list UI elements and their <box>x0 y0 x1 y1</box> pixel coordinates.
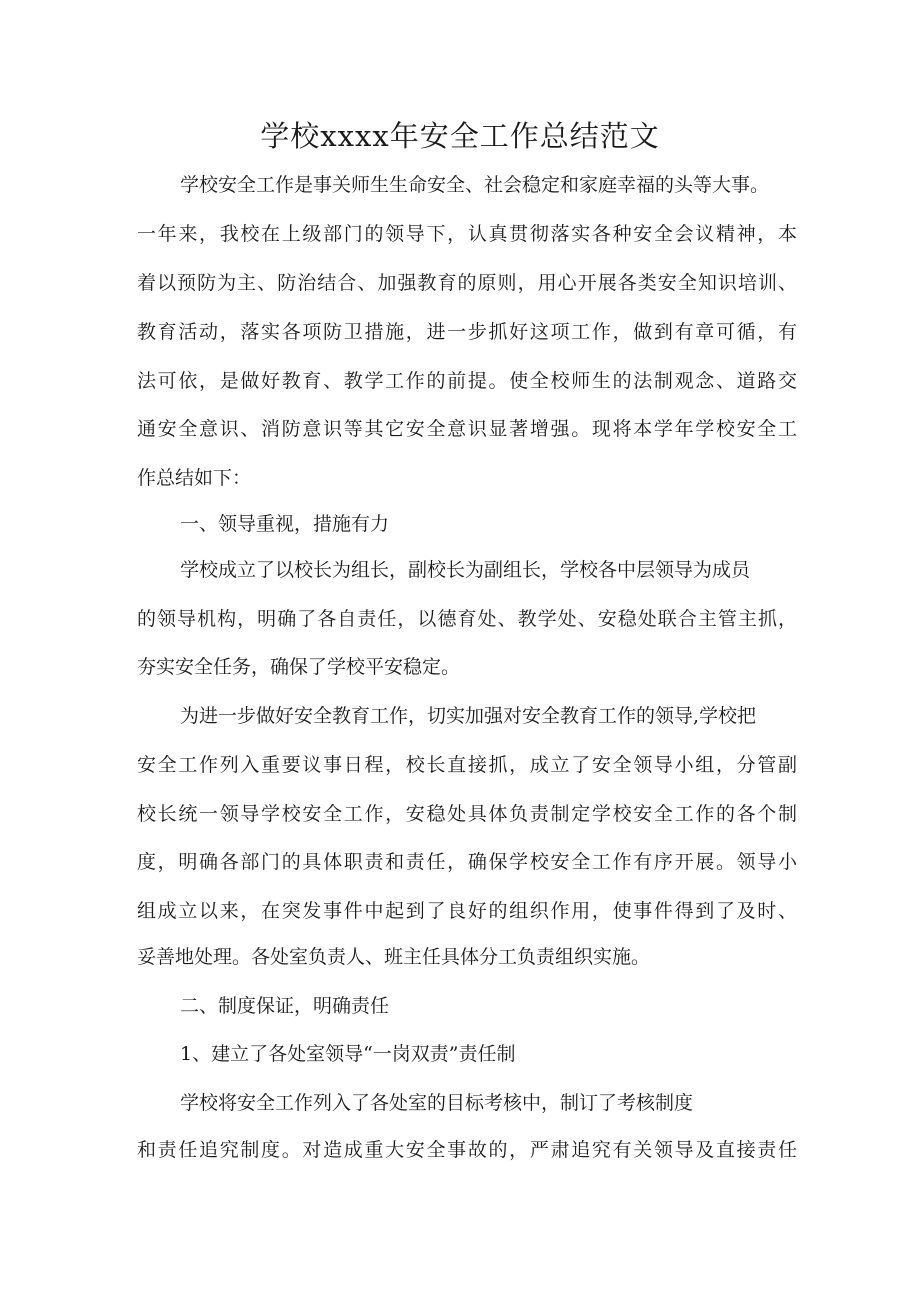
subsection-heading: 1、建立了各处室领导“一岗双责”责任制 <box>180 1043 516 1065</box>
paragraph-line: 法可依，是做好教育、教学工作的前提。使全校师生的法制观念、道路交 <box>137 370 797 392</box>
paragraph-line: 教育活动，落实各项防卫措施，进一步抓好这项工作，做到有章可循，有 <box>137 321 797 343</box>
paragraph-line: 组成立以来，在突发事件中起到了良好的组织作用，使事件得到了及时、 <box>137 900 797 922</box>
section-heading: 一、领导重视，措施有力 <box>180 513 390 535</box>
document-title: 学校xxxx年安全工作总结范文 <box>260 119 660 153</box>
paragraph-line: 一年来，我校在上级部门的领导下，认真贯彻落实各种安全会议精神，本 <box>137 223 797 245</box>
paragraph-line: 为进一步做好安全教育工作，切实加强对安全教育工作的领导,学校把 <box>180 705 757 727</box>
paragraph-line: 着以预防为主、防治结合、加强教育的原则，用心开展各类安全知识培训、 <box>137 272 797 294</box>
paragraph-line: 安全工作列入重要议事日程，校长直接抓，成立了安全领导小组，分管副 <box>137 754 797 776</box>
paragraph-line: 妥善地处理。各处室负责人、班主任具体分工负责组织实施。 <box>137 946 651 968</box>
paragraph-line: 度，明确各部门的具体职责和责任，确保学校安全工作有序开展。领导小 <box>137 851 797 873</box>
paragraph-line: 通安全意识、消防意识等其它安全意识显著增强。现将本学年学校安全工 <box>137 418 797 440</box>
section-heading: 二、制度保证，明确责任 <box>180 995 390 1017</box>
paragraph-line: 作总结如下： <box>137 467 252 489</box>
paragraph-line: 的领导机构，明确了各自责任，以德育处、教学处、安稳处联合主管主抓， <box>137 608 797 630</box>
paragraph-line: 和责任追究制度。对造成重大安全事故的，严肃追究有关领导及直接责任 <box>137 1139 797 1161</box>
paragraph-line: 学校成立了以校长为组长，副校长为副组长，学校各中层领导为成员 <box>180 559 751 581</box>
paragraph-line: 学校安全工作是事关师生生命安全、社会稳定和家庭幸福的头等大事。 <box>180 174 770 196</box>
paragraph-line: 校长统一领导学校安全工作，安稳处具体负责制定学校安全工作的各个制 <box>137 803 797 825</box>
paragraph-line: 学校将安全工作列入了各处室的目标考核中，制订了考核制度 <box>180 1092 694 1114</box>
paragraph-line: 夯实安全任务，确保了学校平安稳定。 <box>137 656 461 678</box>
